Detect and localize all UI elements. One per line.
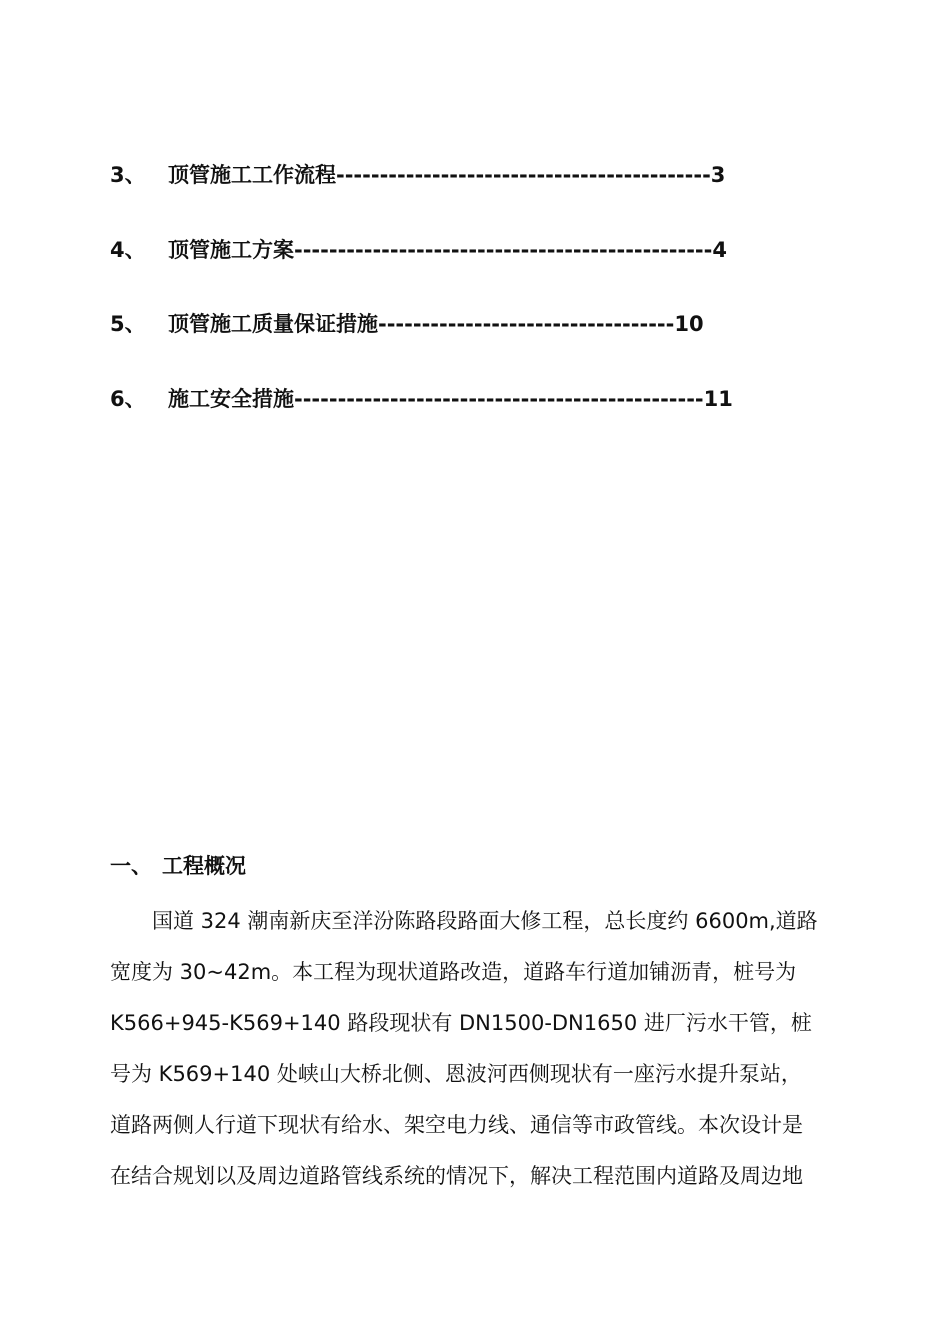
paragraph-line: 宽度为 30~42m。本工程为现状道路改造，道路车行道加铺沥青，桩号为 xyxy=(110,960,797,984)
toc-item-text: 施工安全措施-----------------------------------------------11 xyxy=(168,387,733,411)
toc-item-number: 3、 xyxy=(110,163,146,187)
paragraph-line: 在结合规划以及周边道路管线系统的情况下，解决工程范围内道路及周边地 xyxy=(110,1164,803,1188)
toc-item-text: 顶管施工质量保证措施----------------------------------10 xyxy=(168,312,704,336)
body-paragraph xyxy=(110,896,850,1202)
toc-item-number: 5、 xyxy=(110,312,146,336)
section-title: 工程概况 xyxy=(162,854,246,878)
section-number: 一、 xyxy=(110,854,152,878)
paragraph-line: 号为 K569+140 处峡山大桥北侧、恩波河西侧现状有一座污水提升泵站， xyxy=(110,1062,802,1086)
toc-item-4 xyxy=(110,235,727,265)
section-heading xyxy=(110,851,246,881)
toc-item-text: 顶管施工工作流程-------------------------------------------3 xyxy=(168,163,726,187)
paragraph-line: 道路两侧人行道下现状有给水、架空电力线、通信等市政管线。本次设计是 xyxy=(110,1113,803,1137)
toc-item-6 xyxy=(110,384,733,414)
paragraph-line: K566+945-K569+140 路段现状有 DN1500-DN1650 进厂污水干管，桩 xyxy=(110,1011,812,1035)
toc-item-number: 6、 xyxy=(110,387,146,411)
toc-item-3 xyxy=(110,160,725,190)
paragraph-line: 国道 324 潮南新庆至洋汾陈路段路面大修工程，总长度约 6600m,道路 xyxy=(152,909,818,933)
toc-item-5 xyxy=(110,309,704,339)
toc-item-number: 4、 xyxy=(110,238,146,262)
toc-item-text: 顶管施工方案------------------------------------------------4 xyxy=(168,238,727,262)
